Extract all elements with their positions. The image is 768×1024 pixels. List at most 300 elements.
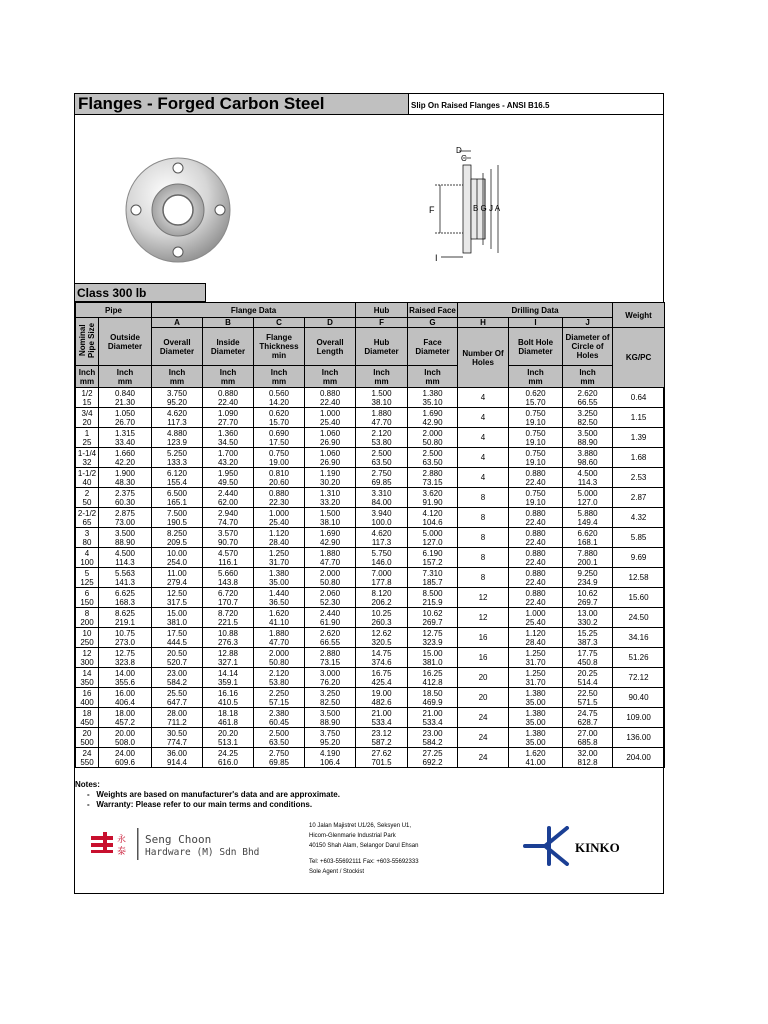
note-item: - Weights are based on manufacturer's data and are approximate.	[87, 790, 340, 799]
cell-h: 24	[458, 748, 509, 768]
cell-j: 6.620 168.1	[563, 528, 613, 548]
cell-h: 12	[458, 608, 509, 628]
cell-f: 2.120 53.80	[356, 428, 408, 448]
table-row	[76, 528, 665, 548]
cell-nps: 18 450	[76, 708, 99, 728]
col-j: Diameter of Circle of Holes	[563, 328, 613, 366]
cell-weight: 24.50	[613, 608, 665, 628]
cell-b: 1.950 49.50	[203, 468, 254, 488]
cell-c: 1.620 41.10	[254, 608, 305, 628]
cell-g: 27.25 692.2	[408, 748, 458, 768]
cell-nps: 6 150	[76, 588, 99, 608]
cell-h: 24	[458, 728, 509, 748]
flange-section-drawing	[421, 145, 501, 265]
company-line2: Hardware (M) Sdn Bhd	[145, 847, 260, 858]
unit-c: Inch mm	[254, 366, 305, 388]
cell-nps: 1-1/2 40	[76, 468, 99, 488]
cell-j: 20.25 514.4	[563, 668, 613, 688]
cell-a: 36.00 914.4	[152, 748, 203, 768]
cell-weight: 2.87	[613, 488, 665, 508]
cell-b: 3.570 90.70	[203, 528, 254, 548]
company-address	[309, 821, 419, 877]
letter-g: G	[408, 318, 458, 328]
table-row	[76, 428, 665, 448]
cell-h: 12	[458, 588, 509, 608]
cell-b: 24.25 616.0	[203, 748, 254, 768]
cell-g: 10.62 269.7	[408, 608, 458, 628]
cell-f: 12.62 320.5	[356, 628, 408, 648]
cell-a: 15.00 381.0	[152, 608, 203, 628]
cell-i: 1.380 35.00	[509, 688, 563, 708]
label-d: D	[456, 146, 462, 155]
footer	[75, 816, 664, 894]
cell-a: 12.50 317.5	[152, 588, 203, 608]
cell-b: 18.18 461.8	[203, 708, 254, 728]
cell-i: 0.880 22.40	[509, 508, 563, 528]
cell-d: 1.060 26.90	[305, 448, 356, 468]
cell-f: 1.500 38.10	[356, 388, 408, 408]
cell-a: 17.50 444.5	[152, 628, 203, 648]
col-d: Overall Length	[305, 328, 356, 366]
col-c: Flange Thickness min	[254, 328, 305, 366]
table-row	[76, 648, 665, 668]
letter-h: H	[458, 318, 509, 328]
cell-od: 8.625 219.1	[99, 608, 152, 628]
group-raised-face: Raised Face	[408, 303, 458, 318]
cell-c: 1.380 35.00	[254, 568, 305, 588]
cell-f: 8.120 206.2	[356, 588, 408, 608]
cell-c: 2.250 57.15	[254, 688, 305, 708]
cell-j: 17.75 450.8	[563, 648, 613, 668]
notes	[75, 780, 664, 810]
cell-g: 7.310 185.7	[408, 568, 458, 588]
cell-f: 16.75 425.4	[356, 668, 408, 688]
cell-c: 0.690 17.50	[254, 428, 305, 448]
cell-i: 0.750 19.10	[509, 448, 563, 468]
cell-g: 8.500 215.9	[408, 588, 458, 608]
cell-c: 1.120 28.40	[254, 528, 305, 548]
cell-g: 2.880 73.15	[408, 468, 458, 488]
cell-od: 3.500 88.90	[99, 528, 152, 548]
cell-od: 2.875 73.00	[99, 508, 152, 528]
table-row	[76, 408, 665, 428]
cell-b: 0.880 22.40	[203, 388, 254, 408]
cell-od: 24.00 609.6	[99, 748, 152, 768]
cell-j: 27.00 685.8	[563, 728, 613, 748]
cell-c: 1.440 36.50	[254, 588, 305, 608]
cell-h: 8	[458, 488, 509, 508]
notes-title: Notes:	[75, 780, 100, 789]
page-title: Flanges - Forged Carbon Steel	[75, 94, 409, 115]
cell-d: 1.690 42.90	[305, 528, 356, 548]
letter-a: A	[152, 318, 203, 328]
table-row	[76, 608, 665, 628]
sole-agent: Sole Agent / Stockist	[309, 869, 365, 875]
table-row	[76, 448, 665, 468]
cell-a: 3.750 95.20	[152, 388, 203, 408]
cell-g: 15.00 381.0	[408, 648, 458, 668]
cell-c: 2.380 60.45	[254, 708, 305, 728]
cell-h: 20	[458, 668, 509, 688]
address-line: 10 Jalan Majistret U1/26, Seksyen U1,	[309, 823, 412, 829]
unit-b: Inch mm	[203, 366, 254, 388]
cell-a: 11.00 279.4	[152, 568, 203, 588]
cell-od: 16.00 406.4	[99, 688, 152, 708]
cell-j: 5.000 127.0	[563, 488, 613, 508]
cell-h: 4	[458, 468, 509, 488]
cell-d: 1.500 38.10	[305, 508, 356, 528]
cell-d: 3.000 76.20	[305, 668, 356, 688]
cell-b: 16.16 410.5	[203, 688, 254, 708]
cell-od: 1.050 26.70	[99, 408, 152, 428]
phone-fax: Tel: +603-55692111 Fax: +603-55692333	[309, 859, 419, 865]
label-i: I	[435, 253, 438, 263]
cell-nps: 24 550	[76, 748, 99, 768]
cell-a: 25.50 647.7	[152, 688, 203, 708]
svg-text:泰: 泰	[117, 846, 127, 856]
cell-b: 2.940 74.70	[203, 508, 254, 528]
cell-h: 4	[458, 408, 509, 428]
company-line1: Seng Choon	[145, 833, 212, 846]
cell-a: 4.880 123.9	[152, 428, 203, 448]
cell-d: 3.250 82.50	[305, 688, 356, 708]
cell-i: 0.750 19.10	[509, 408, 563, 428]
cell-d: 2.440 61.90	[305, 608, 356, 628]
cell-b: 20.20 513.1	[203, 728, 254, 748]
cell-nps: 16 400	[76, 688, 99, 708]
cell-j: 5.880 149.4	[563, 508, 613, 528]
cell-g: 1.690 42.90	[408, 408, 458, 428]
cell-od: 4.500 114.3	[99, 548, 152, 568]
cell-i: 1.380 35.00	[509, 728, 563, 748]
cell-f: 2.500 63.50	[356, 448, 408, 468]
cell-j: 4.500 114.3	[563, 468, 613, 488]
cell-b: 14.14 359.1	[203, 668, 254, 688]
col-w: KG/PC	[613, 328, 665, 388]
letter-j: J	[563, 318, 613, 328]
cell-j: 7.880 200.1	[563, 548, 613, 568]
cell-d: 1.060 26.90	[305, 428, 356, 448]
table-row	[76, 548, 665, 568]
cell-a: 30.50 774.7	[152, 728, 203, 748]
group-flange-data: Flange Data	[152, 303, 356, 318]
cell-a: 28.00 711.2	[152, 708, 203, 728]
cell-weight: 2.53	[613, 468, 665, 488]
cell-f: 3.310 84.00	[356, 488, 408, 508]
unit-g: Inch mm	[408, 366, 458, 388]
cell-d: 2.620 66.55	[305, 628, 356, 648]
table-row	[76, 588, 665, 608]
figure-area	[75, 115, 663, 283]
cell-od: 2.375 60.30	[99, 488, 152, 508]
cell-j: 13.00 330.2	[563, 608, 613, 628]
cell-a: 7.500 190.5	[152, 508, 203, 528]
cell-d: 0.880 22.40	[305, 388, 356, 408]
cell-nps: 5 125	[76, 568, 99, 588]
label-f: F	[429, 205, 435, 215]
cell-g: 12.75 323.9	[408, 628, 458, 648]
flange-table	[75, 302, 665, 768]
flange-table-wrap	[75, 302, 664, 768]
cell-nps: 2 50	[76, 488, 99, 508]
cell-a: 4.620 117.3	[152, 408, 203, 428]
cell-c: 0.750 19.00	[254, 448, 305, 468]
group-pipe: Pipe	[76, 303, 152, 318]
cell-nps: 12 300	[76, 648, 99, 668]
cell-i: 0.620 15.70	[509, 388, 563, 408]
cell-h: 20	[458, 688, 509, 708]
cell-i: 0.880 22.40	[509, 568, 563, 588]
table-row	[76, 508, 665, 528]
unit-d: Inch mm	[305, 366, 356, 388]
cell-weight: 136.00	[613, 728, 665, 748]
cell-g: 3.620 91.90	[408, 488, 458, 508]
unit-a: Inch mm	[152, 366, 203, 388]
cell-weight: 51.26	[613, 648, 665, 668]
letter-b: B	[203, 318, 254, 328]
cell-i: 0.880 22.40	[509, 588, 563, 608]
letter-i: I	[509, 318, 563, 328]
cell-i: 1.380 35.00	[509, 708, 563, 728]
cell-c: 2.500 63.50	[254, 728, 305, 748]
class-label: Class 300 lb	[75, 283, 206, 302]
unit-nps: Inch mm	[76, 366, 99, 388]
table-row	[76, 728, 665, 748]
cell-g: 2.000 50.80	[408, 428, 458, 448]
cell-b: 4.570 116.1	[203, 548, 254, 568]
cell-g: 23.00 584.2	[408, 728, 458, 748]
table-row	[76, 628, 665, 648]
cell-weight: 9.69	[613, 548, 665, 568]
table-row	[76, 668, 665, 688]
cell-nps: 14 350	[76, 668, 99, 688]
cell-i: 1.120 28.40	[509, 628, 563, 648]
col-a: Overall Diameter	[152, 328, 203, 366]
cell-c: 0.560 14.20	[254, 388, 305, 408]
cell-i: 1.250 31.70	[509, 648, 563, 668]
cell-b: 8.720 221.5	[203, 608, 254, 628]
cell-h: 4	[458, 388, 509, 408]
cell-f: 7.000 177.8	[356, 568, 408, 588]
cell-weight: 1.15	[613, 408, 665, 428]
cell-weight: 1.39	[613, 428, 665, 448]
page-subtitle: Slip On Raised Flanges - ANSI B16.5	[411, 101, 550, 110]
unit-od: Inch mm	[99, 366, 152, 388]
cell-d: 1.190 30.20	[305, 468, 356, 488]
table-row	[76, 568, 665, 588]
cell-g: 1.380 35.10	[408, 388, 458, 408]
cell-h: 8	[458, 508, 509, 528]
cell-h: 24	[458, 708, 509, 728]
cell-f: 21.00 533.4	[356, 708, 408, 728]
group-drilling-data: Drilling Data	[458, 303, 613, 318]
cell-g: 16.25 412.8	[408, 668, 458, 688]
cell-nps: 10 250	[76, 628, 99, 648]
cell-j: 3.880 98.60	[563, 448, 613, 468]
cell-a: 6.500 165.1	[152, 488, 203, 508]
cell-h: 4	[458, 428, 509, 448]
cell-a: 8.250 209.5	[152, 528, 203, 548]
cell-f: 2.750 69.85	[356, 468, 408, 488]
group-weight: Weight	[613, 303, 665, 328]
col-i: Bolt Hole Diameter	[509, 328, 563, 366]
unit-i: Inch mm	[509, 366, 563, 388]
kinko-logo	[523, 826, 633, 866]
cell-f: 14.75 374.6	[356, 648, 408, 668]
cell-nps: 3 80	[76, 528, 99, 548]
cell-od: 20.00 508.0	[99, 728, 152, 748]
cell-j: 24.75 628.7	[563, 708, 613, 728]
cell-b: 10.88 276.3	[203, 628, 254, 648]
cell-weight: 34.16	[613, 628, 665, 648]
table-row	[76, 748, 665, 768]
cell-d: 3.500 88.90	[305, 708, 356, 728]
cell-d: 2.000 50.80	[305, 568, 356, 588]
cell-od: 6.625 168.3	[99, 588, 152, 608]
cell-f: 3.940 100.0	[356, 508, 408, 528]
cell-c: 1.250 31.70	[254, 548, 305, 568]
cell-weight: 0.64	[613, 388, 665, 408]
cell-weight: 15.60	[613, 588, 665, 608]
cell-od: 1.900 48.30	[99, 468, 152, 488]
cell-od: 1.660 42.20	[99, 448, 152, 468]
cell-i: 0.750 19.10	[509, 488, 563, 508]
svg-text:永: 永	[117, 834, 127, 844]
cell-f: 5.750 146.0	[356, 548, 408, 568]
cell-j: 15.25 387.3	[563, 628, 613, 648]
cell-a: 6.120 155.4	[152, 468, 203, 488]
cell-c: 1.880 47.70	[254, 628, 305, 648]
cell-nps: 4 100	[76, 548, 99, 568]
cell-a: 5.250 133.3	[152, 448, 203, 468]
table-row	[76, 488, 665, 508]
address-line: Hicom-Glenmarie Industrial Park	[309, 833, 396, 839]
cell-f: 4.620 117.3	[356, 528, 408, 548]
cell-d: 2.880 73.15	[305, 648, 356, 668]
cell-f: 23.12 587.2	[356, 728, 408, 748]
cell-i: 0.750 19.10	[509, 428, 563, 448]
col-nps: Nominal Pipe Size	[76, 318, 99, 366]
seng-choon-logo	[89, 824, 279, 864]
cell-weight: 72.12	[613, 668, 665, 688]
cell-od: 5.563 141.3	[99, 568, 152, 588]
cell-f: 10.25 260.3	[356, 608, 408, 628]
cell-d: 1.310 33.20	[305, 488, 356, 508]
letter-d: D	[305, 318, 356, 328]
label-c: C	[461, 154, 467, 163]
spec-sheet	[74, 93, 664, 894]
table-row	[76, 388, 665, 408]
cell-nps: 2-1/2 65	[76, 508, 99, 528]
cell-j: 9.250 234.9	[563, 568, 613, 588]
cell-c: 0.810 20.60	[254, 468, 305, 488]
group-hub: Hub	[356, 303, 408, 318]
cell-g: 5.000 127.0	[408, 528, 458, 548]
cell-h: 4	[458, 448, 509, 468]
cell-i: 1.250 31.70	[509, 668, 563, 688]
cell-b: 6.720 170.7	[203, 588, 254, 608]
brand-name: KINKO	[575, 840, 620, 855]
cell-g: 2.500 63.50	[408, 448, 458, 468]
cell-nps: 8 200	[76, 608, 99, 628]
cell-d: 1.000 25.40	[305, 408, 356, 428]
cell-j: 3.500 88.90	[563, 428, 613, 448]
cell-weight: 4.32	[613, 508, 665, 528]
cell-h: 16	[458, 628, 509, 648]
cell-nps: 20 500	[76, 728, 99, 748]
cell-a: 20.50 520.7	[152, 648, 203, 668]
cell-d: 4.190 106.4	[305, 748, 356, 768]
cell-a: 23.00 584.2	[152, 668, 203, 688]
col-od: Outside Diameter	[99, 318, 152, 366]
cell-od: 18.00 457.2	[99, 708, 152, 728]
cell-weight: 204.00	[613, 748, 665, 768]
cell-b: 5.660 143.8	[203, 568, 254, 588]
cell-d: 1.880 47.70	[305, 548, 356, 568]
flange-table-body	[76, 388, 665, 768]
cell-i: 0.880 22.40	[509, 468, 563, 488]
cell-od: 12.75 323.8	[99, 648, 152, 668]
cell-nps: 1-1/4 32	[76, 448, 99, 468]
cell-i: 0.880 22.40	[509, 548, 563, 568]
cell-b: 1.090 27.70	[203, 408, 254, 428]
cell-g: 18.50 469.9	[408, 688, 458, 708]
cell-h: 16	[458, 648, 509, 668]
cell-g: 6.190 157.2	[408, 548, 458, 568]
cell-i: 1.620 41.00	[509, 748, 563, 768]
cell-d: 2.060 52.30	[305, 588, 356, 608]
cell-od: 0.840 21.30	[99, 388, 152, 408]
table-row	[76, 468, 665, 488]
col-b: Inside Diameter	[203, 328, 254, 366]
flange-photo	[123, 155, 233, 265]
cell-d: 3.750 95.20	[305, 728, 356, 748]
cell-h: 8	[458, 528, 509, 548]
cell-b: 1.360 34.50	[203, 428, 254, 448]
cell-c: 0.620 15.70	[254, 408, 305, 428]
cell-nps: 1 25	[76, 428, 99, 448]
cell-c: 1.000 25.40	[254, 508, 305, 528]
cell-g: 21.00 533.4	[408, 708, 458, 728]
cell-f: 19.00 482.6	[356, 688, 408, 708]
col-h: Number Of Holes	[458, 328, 509, 388]
cell-c: 0.880 22.30	[254, 488, 305, 508]
cell-od: 10.75 273.0	[99, 628, 152, 648]
unit-row	[76, 366, 665, 388]
unit-j: Inch mm	[563, 366, 613, 388]
cell-j: 2.620 66.55	[563, 388, 613, 408]
cell-weight: 1.68	[613, 448, 665, 468]
cell-i: 0.880 22.40	[509, 528, 563, 548]
letter-f: F	[356, 318, 408, 328]
unit-f: Inch mm	[356, 366, 408, 388]
cell-c: 2.750 69.85	[254, 748, 305, 768]
col-f: Hub Diameter	[356, 328, 408, 366]
cell-b: 1.700 43.20	[203, 448, 254, 468]
cell-od: 14.00 355.6	[99, 668, 152, 688]
cell-c: 2.000 50.80	[254, 648, 305, 668]
cell-weight: 5.85	[613, 528, 665, 548]
cell-i: 1.000 25.40	[509, 608, 563, 628]
cell-c: 2.120 53.80	[254, 668, 305, 688]
cell-g: 4.120 104.6	[408, 508, 458, 528]
cell-nps: 1/2 15	[76, 388, 99, 408]
cell-h: 8	[458, 548, 509, 568]
note-item: - Warranty: Please refer to our main terms and conditions.	[87, 800, 313, 809]
cell-b: 12.88 327.1	[203, 648, 254, 668]
letter-c: C	[254, 318, 305, 328]
cell-j: 10.62 269.7	[563, 588, 613, 608]
